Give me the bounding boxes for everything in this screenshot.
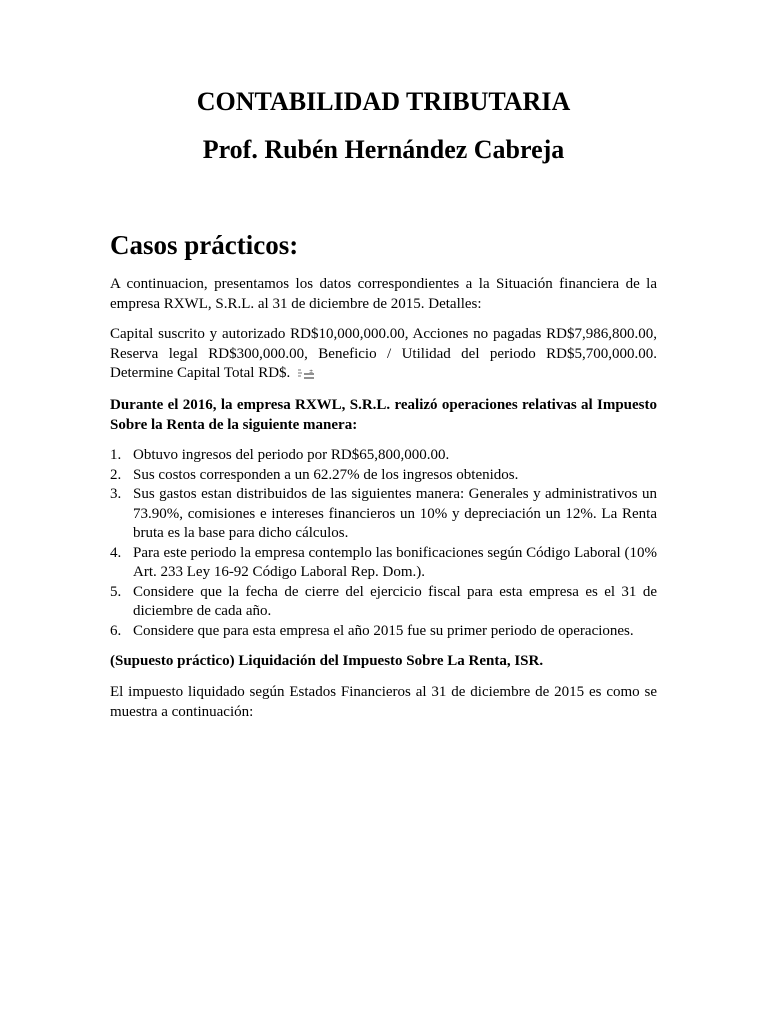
list-item-number: 1. — [110, 447, 122, 463]
document-author: Prof. Rubén Hernández Cabreja — [202, 135, 565, 164]
intro-paragraph: A continuacion, presentamos los datos correspondientes a la Situación financiera de la empresa RXWL, S.R.L. al 31 de diciembre de 2015. Detalles: — [110, 276, 657, 312]
operations-intro-paragraph: Durante el 2016, la empresa RXWL, S.R.L. realizó operaciones relativas al Impuesto Sobre la Renta de la siguiente manera: — [110, 397, 657, 433]
formula-icon — [296, 368, 316, 380]
list-item-number: 5. — [110, 583, 122, 600]
list-item-text: Sus costos corresponden a un 62.27% de los ingresos obtenidos. — [133, 466, 519, 483]
operations-list — [110, 446, 657, 641]
list-item — [110, 466, 657, 486]
list-item-text: Sus gastos estan distribuidos de las siguientes manera: Generales y administrativos un 73.90%, comisiones e intereses financieros un 10% y depreciación un 12%. La Renta bruta es la base para dicho cálculos. — [133, 486, 657, 541]
list-item-text: Para este periodo la empresa contemplo las bonificaciones según Código Laboral (10% Art. 233 Ley 16-92 Código Laboral Rep. Dom.). — [133, 544, 657, 580]
list-item-text: Considere que para esta empresa el año 2015 fue su primer periodo de operaciones. — [133, 622, 634, 639]
list-item-number: 2. — [110, 466, 122, 483]
list-item — [110, 544, 657, 583]
list-item-text: Considere que la fecha de cierre del ejercicio fiscal para esta empresa es el 31 de diciembre de cada año. — [133, 583, 657, 619]
list-item-number: 4. — [110, 544, 122, 561]
liquidation-paragraph: El impuesto liquidado según Estados Financieros al 31 de diciembre de 2015 es como se muestra a continuación: — [110, 684, 657, 720]
svg-text:±: ± — [309, 368, 314, 375]
case-subheading: (Supuesto práctico) Liquidación del Impuesto Sobre La Renta, ISR. — [110, 653, 544, 669]
list-item-number: 6. — [110, 622, 122, 639]
capital-paragraph — [110, 325, 657, 384]
document-title: CONTABILIDAD TRIBUTARIA — [196, 87, 571, 116]
list-item-number: 3. — [110, 486, 122, 502]
section-heading: Casos prácticos: — [110, 230, 299, 260]
list-item — [110, 622, 657, 642]
list-item — [110, 446, 657, 466]
list-item — [110, 485, 657, 544]
list-item — [110, 583, 657, 622]
list-item-text: Obtuvo ingresos del periodo por RD$65,800,000.00. — [133, 447, 450, 463]
capital-text: Capital suscrito y autorizado RD$10,000,000.00, Acciones no pagadas RD$7,986,800.00, Reserva legal RD$300,000.00, Beneficio / Utilidad del periodo RD$5,700,000.00. Determine Capital Total RD$. — [110, 326, 657, 381]
